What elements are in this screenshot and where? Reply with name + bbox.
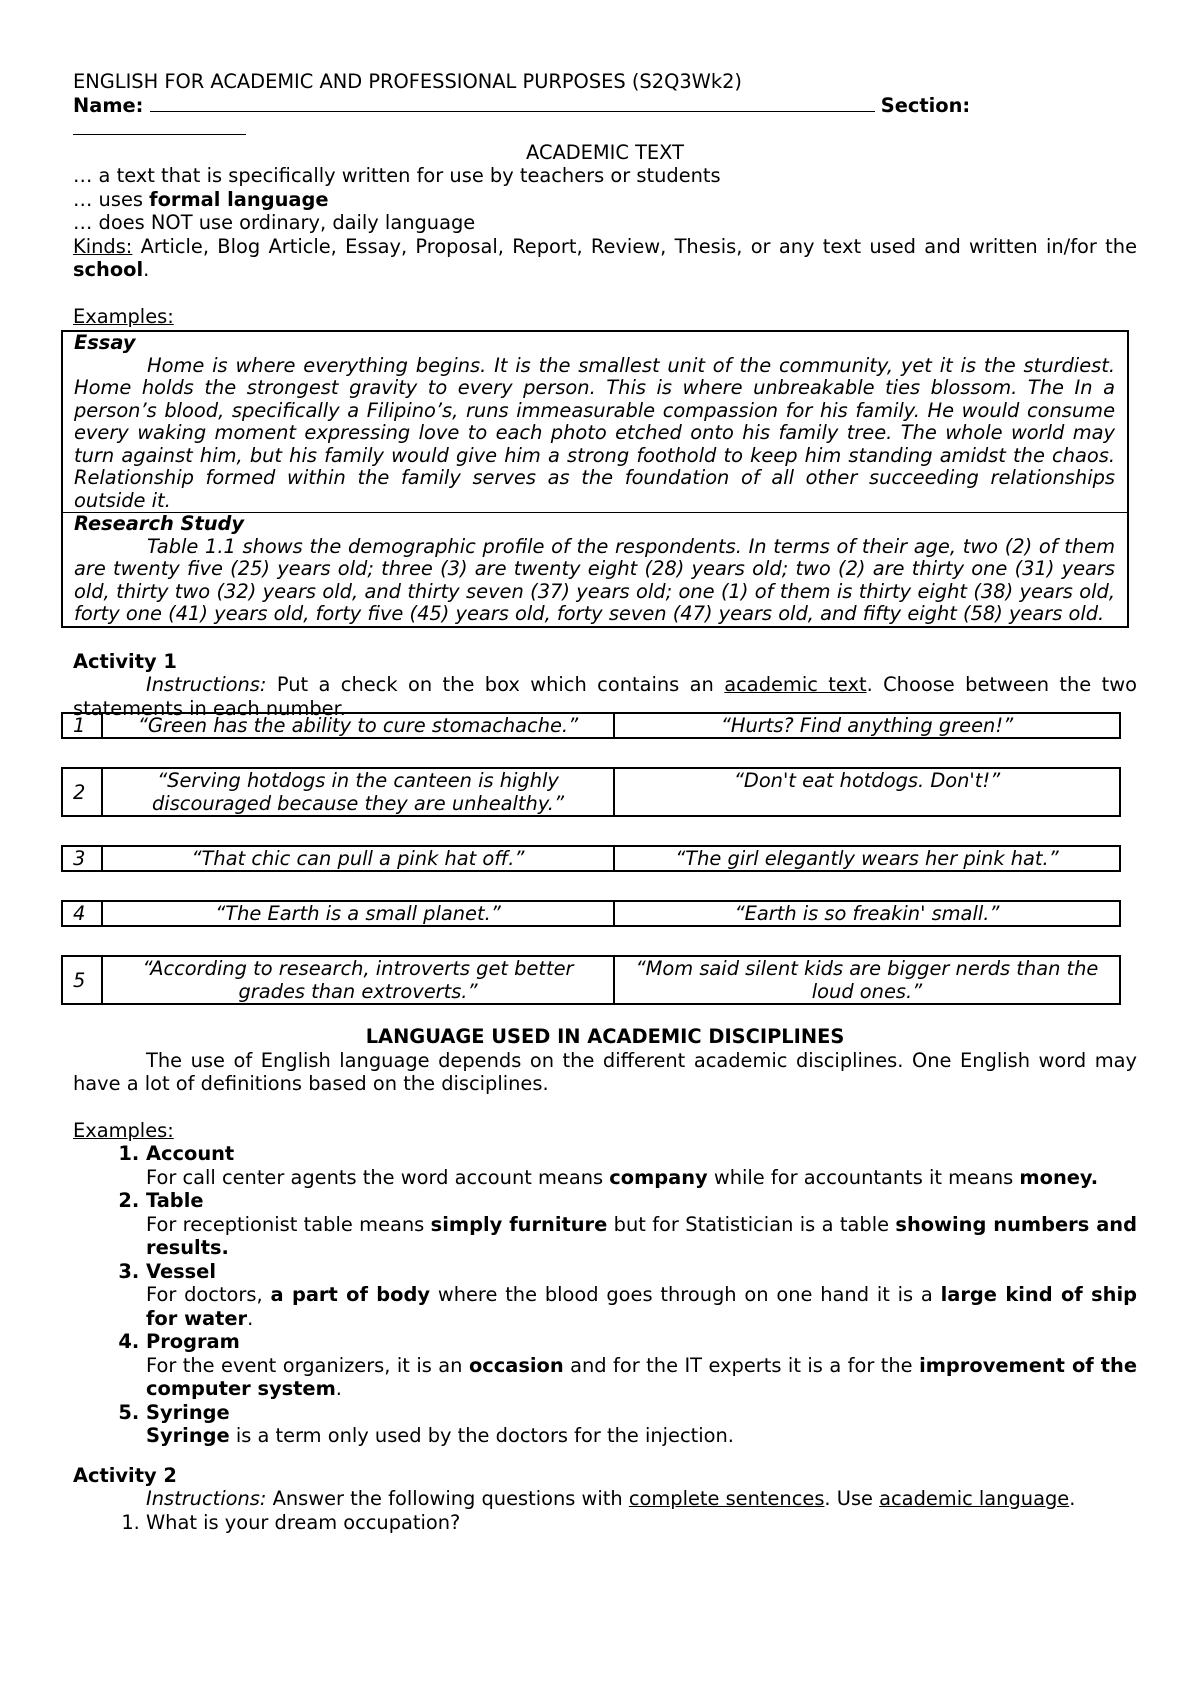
- essay-title: Essay: [74, 331, 136, 354]
- term: 1. Account: [146, 1142, 235, 1165]
- essay-text: Home is where everything begins. It is the smallest unit of the community, yet it is the sturdiest. Home holds the strongest gravity to every person. This is where unbreakable ties blossom. The In a person’s blood, specifically a Filipino’s, runs immeasurable compassion for his family. He would consume every waking moment expressing love to each photo etched onto his family tree. The whole world may turn against him, but his family would give him a strong foothold to keep him standing amidst the chaos. Relationship formed within the family serves as the foundation of all other succeeding relationships outside it.: [74, 353, 1115, 512]
- text: where the blood goes through on one hand it is a: [430, 1283, 941, 1306]
- statement-a[interactable]: “According to research, introverts get better grades than extroverts.”: [102, 956, 614, 1004]
- section-blank[interactable]: [73, 133, 246, 135]
- term: 4. Program: [146, 1330, 240, 1353]
- kinds-text: Article, Blog Article, Essay, Proposal, Report, Review, Thesis, or any text used and written in/for the: [132, 234, 1137, 258]
- row-number: 3: [62, 846, 102, 871]
- statement-a[interactable]: “The Earth is a small planet.”: [102, 901, 614, 926]
- activity1-instr-text1: Put a check on the box which contains an: [266, 673, 725, 696]
- kinds-line: [73, 235, 1137, 282]
- definition-2-bold: formal language: [149, 187, 329, 211]
- bold-text: Syringe: [146, 1424, 230, 1447]
- term: 2. Table: [146, 1189, 204, 1212]
- text: but for Statistician is a table: [607, 1212, 896, 1236]
- research-example: [63, 512, 1127, 626]
- activity2-instr-u1: complete sentences: [628, 1487, 825, 1510]
- definition-3: … does NOT use ordinary, daily language: [73, 211, 476, 234]
- bold-text: money.: [1019, 1165, 1099, 1189]
- statement-b[interactable]: “Earth is so freakin' small.”: [614, 901, 1120, 926]
- activity2-instr-text1: Answer the following questions with: [266, 1487, 629, 1510]
- statement-b[interactable]: “Hurts? Find anything green!”: [614, 713, 1120, 738]
- document-title: ENGLISH FOR ACADEMIC AND PROFESSIONAL PURPOSES (S2Q3Wk2): [73, 70, 742, 93]
- name-section-line: [73, 94, 1137, 118]
- row-number: 4: [62, 901, 102, 926]
- research-text: Table 1.1 shows the demographic profile of the respondents. In terms of their age, two (2) of them are twenty five (25) years old; three (3) are twenty eight (28) years old; two (2) are thirty one (31) years old, thirty two (32) years old, and thirty seven (37) years old; one (1) of them is thirty eight (38) years old, forty one (41) years old, forty five (45) years old, forty seven (47) years old, and fifty eight (58) years old.: [74, 534, 1115, 625]
- disciplines-examples-label: Examples:: [73, 1118, 174, 1142]
- list-item: [146, 1260, 1137, 1331]
- text: For the event organizers, it is an: [146, 1353, 469, 1377]
- term-definition: [146, 1283, 1137, 1330]
- activity2-instr-u2: academic language: [879, 1487, 1070, 1510]
- activity1-title: Activity 1: [73, 649, 177, 673]
- activity2-instr-label: Instructions:: [146, 1487, 267, 1510]
- disciplines-heading: LANGUAGE USED IN ACADEMIC DISCIPLINES: [365, 1025, 845, 1048]
- term-definition: [146, 1213, 1137, 1260]
- activity1-instr-text2: . Choose between the two statements in each number.: [73, 673, 1137, 720]
- term-definition: [146, 1424, 1137, 1448]
- definition-2: [73, 188, 1137, 212]
- research-title: Research Study: [74, 512, 245, 535]
- bold-text: large kind of ship for water: [146, 1283, 1137, 1330]
- statement-b[interactable]: “The girl elegantly wears her pink hat.”: [614, 846, 1120, 871]
- activity1-instr-underline: academic text: [724, 673, 867, 696]
- kinds-label: Kinds:: [73, 234, 133, 258]
- term: 3. Vessel: [146, 1259, 216, 1283]
- disciplines-list: [73, 1142, 1137, 1448]
- term: 5. Syringe: [146, 1400, 230, 1424]
- name-label: Name:: [73, 93, 144, 117]
- list-item: [146, 1142, 1137, 1189]
- activity1-row-4: [61, 900, 1121, 927]
- activity2-instr-text3: .: [1069, 1487, 1076, 1510]
- activity1-instr-label: Instructions:: [146, 673, 267, 696]
- bold-text: a part of body: [270, 1283, 431, 1306]
- list-item: [146, 1330, 1137, 1401]
- activity2-title: Activity 2: [73, 1463, 177, 1487]
- worksheet-page: [73, 70, 1137, 1534]
- kinds-bold: school: [73, 258, 144, 281]
- bold-text: occasion: [468, 1353, 564, 1377]
- activity1-row-2: [61, 767, 1121, 817]
- name-blank[interactable]: [150, 110, 875, 112]
- activity2-instructions: [73, 1487, 1137, 1511]
- section-label: Section:: [880, 93, 971, 117]
- statement-b[interactable]: “Don't eat hotdogs. Don't!”: [614, 768, 1120, 816]
- text: For call center agents the word account means: [146, 1165, 610, 1189]
- text: .: [335, 1377, 342, 1400]
- section-blank-row: [73, 117, 1137, 141]
- examples-label: Examples:: [73, 304, 174, 328]
- kinds-end: .: [143, 258, 150, 281]
- definition-2-prefix: … uses: [73, 187, 150, 211]
- text: For doctors,: [146, 1283, 271, 1306]
- row-number: 5: [62, 956, 102, 1004]
- text: .: [247, 1306, 254, 1330]
- activity2-instr-text2: . Use: [824, 1487, 880, 1510]
- row-number: 2: [62, 768, 102, 816]
- statement-b[interactable]: “Mom said silent kids are bigger nerds than the loud ones.”: [614, 956, 1120, 1004]
- bold-text: simply furniture: [430, 1212, 608, 1236]
- activity1-row-5: [61, 955, 1121, 1005]
- row-number: 1: [62, 713, 102, 738]
- term-definition: [146, 1166, 1137, 1190]
- statement-a[interactable]: “That chic can pull a pink hat off.”: [102, 846, 614, 871]
- text: is a term only used by the doctors for the injection.: [229, 1424, 734, 1447]
- bold-text: showing numbers and results.: [146, 1212, 1137, 1259]
- text: and for the IT experts it is a for the: [563, 1353, 920, 1377]
- activity1-row-1: [61, 712, 1121, 739]
- question-1: 1. What is your dream occupation?: [146, 1511, 1137, 1535]
- list-item: [146, 1401, 1137, 1448]
- bold-text: improvement of the computer system: [146, 1353, 1137, 1400]
- statement-a[interactable]: “Serving hotdogs in the canteen is highly discouraged because they are unhealthy.”: [102, 768, 614, 816]
- text: For receptionist table means: [146, 1212, 431, 1236]
- bold-text: company: [609, 1165, 708, 1189]
- essay-example: [63, 332, 1127, 512]
- definition-1: … a text that is specifically written for use by teachers or students: [73, 164, 721, 187]
- text: while for accountants it means: [707, 1165, 1020, 1189]
- activity1-row-3: [61, 845, 1121, 872]
- academic-text-heading: ACADEMIC TEXT: [526, 140, 684, 164]
- term-definition: [146, 1354, 1137, 1401]
- activity2-questions: [73, 1511, 1137, 1535]
- list-item: [146, 1189, 1137, 1260]
- statement-a[interactable]: “Green has the ability to cure stomachache.”: [102, 713, 614, 738]
- examples-box: [61, 330, 1129, 628]
- disciplines-intro: The use of English language depends on the different academic disciplines. One English word may have a lot of definitions based on the disciplines.: [73, 1048, 1137, 1095]
